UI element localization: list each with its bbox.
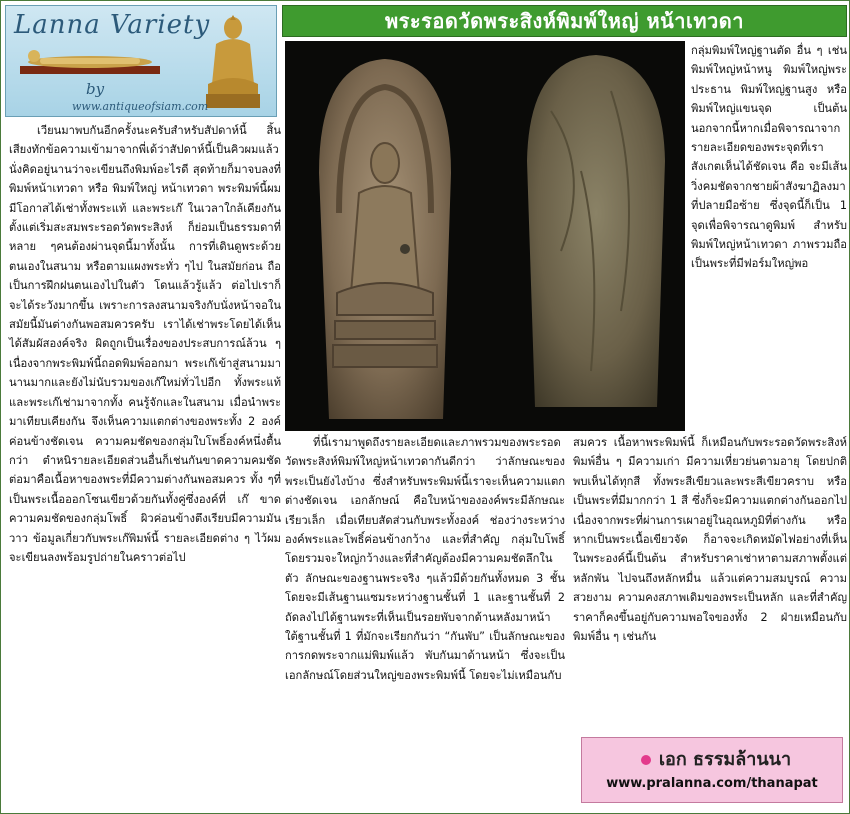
- amulet-back-image: [521, 51, 671, 411]
- reclining-buddha-icon: [20, 48, 160, 74]
- logo-title: Lanna Variety: [14, 10, 211, 40]
- article-column-4: [573, 433, 847, 646]
- seated-buddha-icon: [204, 14, 262, 110]
- article-paragraph: กลุ่มพิมพ์ใหญ่ฐานตัด อื่น ๆ เช่น พิมพ์ใหญ่หน้าหนู พิมพ์ใหญ่พระประธาน พิมพ์ใหญ่ฐานสูง หรือ พิมพ์ใหญ่แขนจุด เป็นต้น นอกจากนี้หากเมื่อพิจารณาจากรายละเอียดของพระจุดที่เราสังเกตเห็นได้ชัดเจน คือ จะมีเส้นวิ่งคมชัดจากชายผ้าสังฆาฏิลงมาที่ปลายมือซ้าย ซึ่งจุดนี้ก็เป็น 1 จุดเพื่อพิจารณาดูพิมพ์ สำหรับพิมพ์ใหญ่หน้าเทวดา ภาพรวมถือเป็นพระที่มีฟอร์มใหญ่พอ: [691, 44, 847, 271]
- article-column-2: [285, 433, 565, 685]
- article-paragraph: เวียนมาพบกันอีกครั้งนะครับสำหรับสัปดาห์นี้ สิ้นเสียงทักข้อความเข้ามาจากพี่เด้ว่าสัปดาห์นี้เป็นคิวผมแล้ว นั่งคิดอยู่นานว่าจะเขียนถึงพิมพ์อะไรดี สุดท้ายก็มาจบลงที่ พิมพ์หน้าเทวดา หรือ พิมพ์ใหญ่ หน้าเทวดา พระพิมพ์นี้ผมมีโอกาสได้เช่าทั้งพระแท้ และพระเก๊ ในเวลาใกล้เคียงกัน ตั้งแต่เริ่มสะสมพระรอดวัดพระสิงห์ ก็ย่อมเป็นธรรมดาที่หลาย ๆคนต้องผ่านจุดนี้มาทั้งนั้น การที่เดินดูพระด้วยตนเองในสนาม หรือตามแผงพระทั่ว ๆไป ในสมัยก่อน ถือเป็นการฝึกฝนตนเองไปในตัว โดนแล้วรู้แล้ว ต่อไปเราก็จะได้ระวังมากขึ้น เพราะการลงสนามจริงกับนั่งหน้าจอในสมัยนี้มันต่างกันพอสมควรครับ เราได้เช่าพระโดยได้เห็นได้สัมผัสองค์จริง ผิดถูกเป็นเรื่องของประสบการณ์ล้วน ๆ เนื่องจากพระพิมพ์นี้ถอดพิมพ์ออกมา พระเก๊เข้าสู่สนามมานานมากและยังไม่นับรวมของเก๊ใหม่ทั่วไปอีก ทั้งพระแท้และพระเก๊เช่ามาจากทั้ง คนรู้จักและในสนาม เมื่อนำพระมาเทียบเคียงกัน จึงเห็นความแตกต่างของพระทั้ง 2 องค์ค่อนข้างชัดเจน ความคมชัดของกลุ่มใบโพธิ์องค์หนึ่งตื้นกว่า ตำหนิรายละเอียดส่วนอื่นก็เช่นกันขาดความคมชัด ต่อมาคือเนื้อหาของพระที่มีความต่างกันพอสมควร ทั้ง ๆที่เป็นพระเนื้อออกโซนเขียวด้วยกันทั้งคู่ซึ่งองค์ที่ เก๊ ขาดความคมชัดของกลุ่มโพธิ์ ผิวค่อนข้างตึงเรียบมีความมันวาว ข้อมูลเกี่ยวกับพระเก๊พิมพ์นี้ รายละเอียดต่าง ๆ ไว้ผมจะเขียนลงพร้อมรูปถ่ายในคราวต่อไป: [9, 124, 281, 564]
- logo-by: by: [86, 80, 105, 98]
- article-paragraph: ที่นี้เรามาพูดถึงรายละเอียดและภาพรวมของพระรอดวัดพระสิงห์พิมพ์ใหญ่หน้าเทวดากันดีกว่า ว่าลักษณะของพระเป็นยังไงบ้าง ซึ่งสำหรับพระพิมพ์นี้เราจะเห็นความแตกต่างชัดเจน เอกลักษณ์ คือใบหน้าขององค์พระมีลักษณะเรียวเล็ก เมื่อเทียบสัดส่วนกับพระทั้งองค์ ช่องว่างระหว่างองค์พระและโพธิ์ค่อนข้างกว้าง และที่สำคัญ กลุ่มใบโพธิ์โดยรวมจะใหญ่กว้างและที่สำคัญต้องมีความคมชัดลึกในตัว ลักษณะของฐานพระจริง ๆแล้วมีด้วยกันทั้งหมด 3 ชั้น โดยจะมีเส้นฐานแซมระหว่างฐานชั้นที่ 1 และฐานชั้นที่ 2 ถัดลงไปได้ฐานพระที่เห็นเป็นรอยพับจากด้านหลังมาหน้า ใต้ฐานชั้นที่ 1 ที่มักจะเรียกกันว่า “กันพับ” เป็นลักษณะของการกดพระจากแม่พิมพ์แล้ว พับกันมาด้านหน้า ซึ่งจะเป็นเอกลักษณ์โดยส่วนใหญ่ของพระพิมพ์นี้ โดยจะไม่เหมือนกับ: [285, 436, 565, 682]
- article-column-1: [9, 121, 281, 567]
- author-url: www.pralanna.com/thanapat: [606, 776, 818, 791]
- logo-url: www.antiqueofsiam.com: [72, 100, 209, 113]
- headline-banner: [282, 5, 847, 37]
- author-signature-box: [581, 737, 843, 803]
- author-name: เอก ธรรมล้านนา: [582, 744, 842, 773]
- article-column-3: [691, 41, 847, 274]
- headline: พระรอดวัดพระสิงห์พิมพ์ใหญ่ หน้าเทวดา: [384, 9, 744, 33]
- article-paragraph: สมควร เนื้อหาพระพิมพ์นี้ ก็เหมือนกับพระรอดวัดพระสิงห์พิมพ์อื่น ๆ มีความเก่า มีความเหี่ยวย่นตามอายุ โดยปกติพบเห็นได้ทุกสี ทั้งพระสีเขียวและพระสีเขียวคราบ หรือ เป็นพระที่มีมากกว่า 1 สี ซึ่งก็จะมีความแตกต่างกันออกไป เนื่องจากพระที่ผ่านการเผาอยู่ในอุณหภูมิที่ต่างกัน หรือหากเป็นพระเนื้อเขียวจัด ก็อาจจะเกิดหมัดไฟอย่างที่เห็นในพระองค์นี้เป็นต้น สำหรับราคาเช่าหาตามสภาพตั้งแต่หลักพัน ไปจนถึงหลักหมื่น แล้วแต่ความสมบูรณ์ ความสวยงาม ความคงสภาพเดิมของพระเป็นหลัก และที่สำคัญราคาก็คงขึ้นอยู่กับความพอใจของทั้ง 2 ฝ่ายเหมือนกับพิมพ์อื่น ๆ เช่นกัน: [573, 436, 847, 644]
- lanna-variety-logo: [5, 5, 277, 117]
- bullet-icon: [641, 755, 651, 765]
- amulet-front-image: [309, 53, 461, 419]
- amulet-photo: [285, 41, 685, 431]
